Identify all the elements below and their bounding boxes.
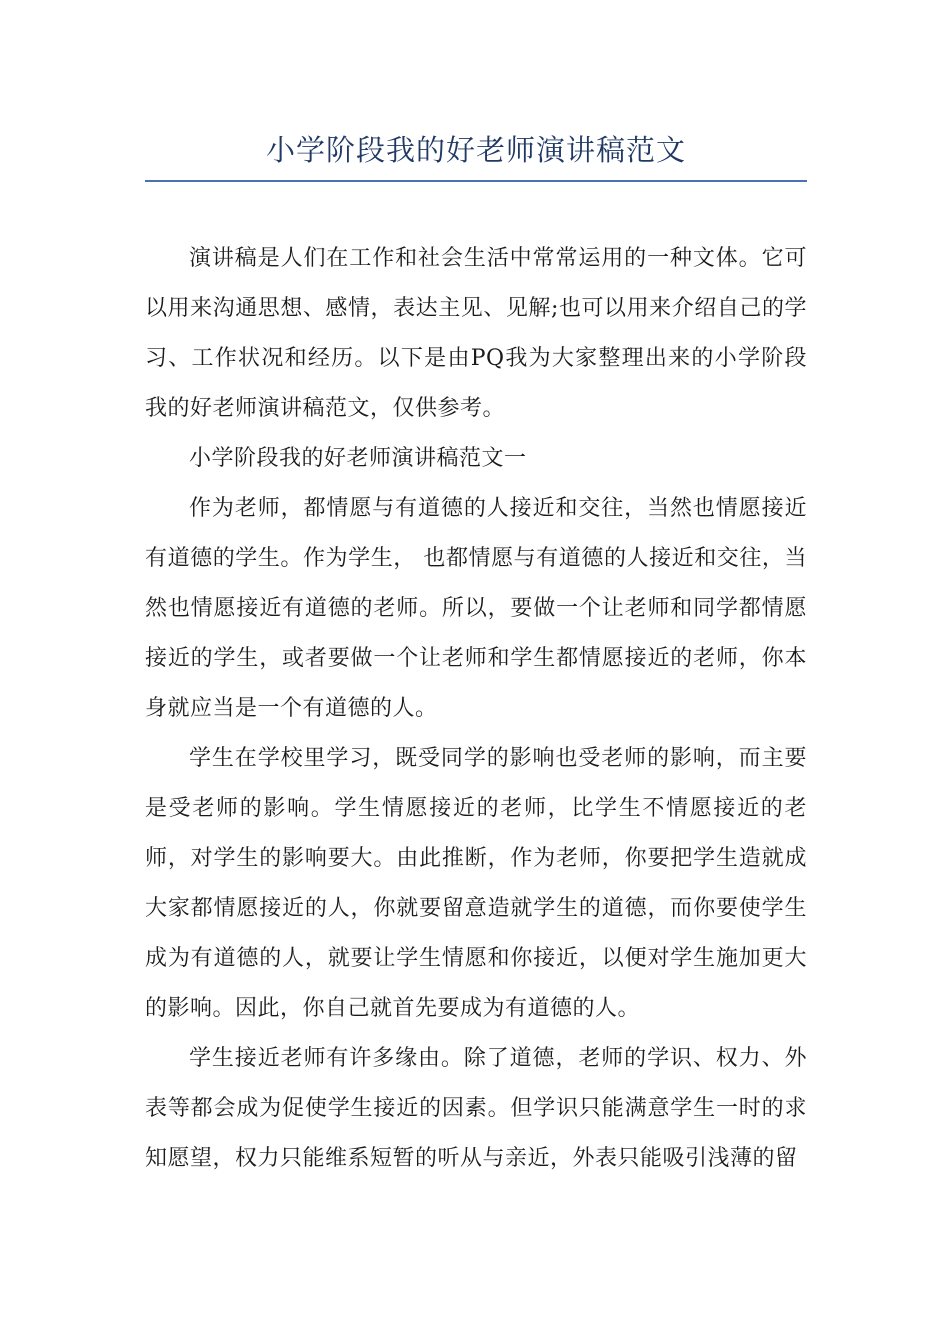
document-body [145,234,807,1184]
title-underline [145,180,807,182]
section-heading: 小学阶段我的好老师演讲稿范文一 [189,446,527,471]
paragraph-intro: 演讲稿是人们在工作和社会生活中常常运用的一种文体。它可以用来沟通思想、感情，表达主见、见解;也可以用来介绍自己的学习、工作状况和经历。以下是由PQ我为大家整理出来的小学阶段我的好老师演讲稿范文，仅供参考。 [145,246,807,421]
paragraph: 学生接近老师有许多缘由。除了道德，老师的学识、权力、外表等都会成为促使学生接近的因素。但学识只能满意学生一时的求知愿望，权力只能维系短暂的听从与亲近，外表只能吸引浅薄的留 [145,1046,807,1171]
paragraph: 学生在学校里学习，既受同学的影响也受老师的影响，而主要是受老师的影响。学生情愿接近的老师，比学生不情愿接近的老师，对学生的影响要大。由此推断，作为老师，你要把学生造就成大家都情愿接近的人，你就要留意造就学生的道德，而你要使学生成为有道德的人，就要让学生情愿和你接近，以便对学生施加更大的影响。因此，你自己就首先要成为有道德的人。 [145,746,807,1021]
document-title: 小学阶段我的好老师演讲稿范文 [265,133,686,167]
paragraph: 作为老师，都情愿与有道德的人接近和交往，当然也情愿接近有道德的学生。作为学生， 也都情愿与有道德的人接近和交往，当然也情愿接近有道德的老师。所以，要做一个让老师和同学都情愿接近的学生，或者要做一个让老师和学生都情愿接近的老师，你本身就应当是一个有道德的人。 [145,496,807,721]
